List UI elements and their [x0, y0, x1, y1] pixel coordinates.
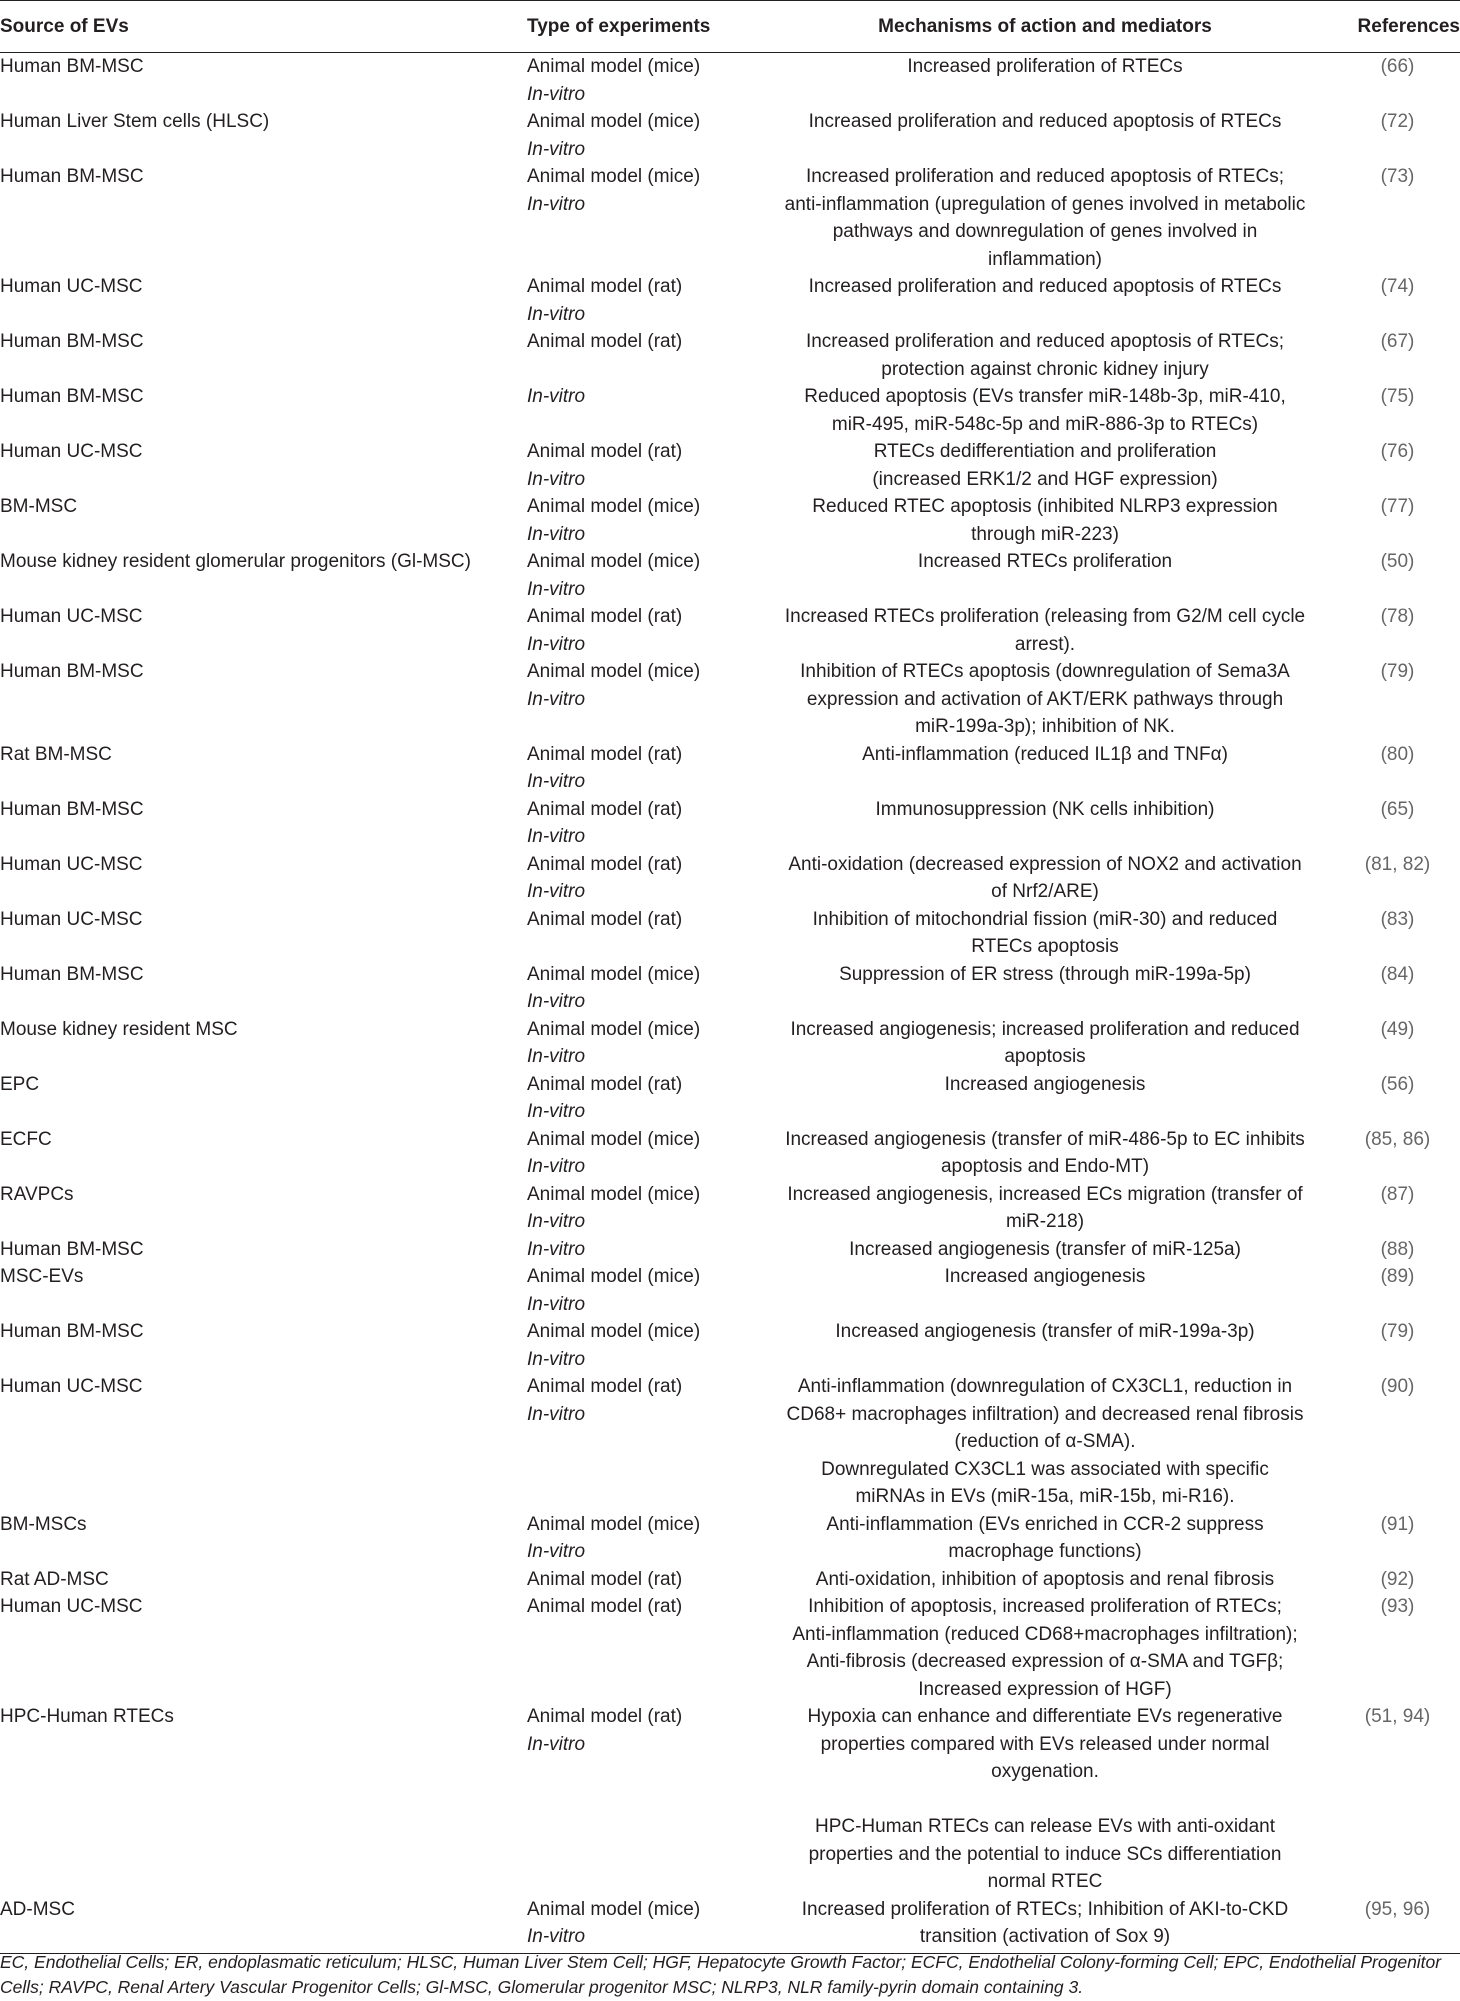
type-line: Animal model (mice) [527, 1183, 701, 1205]
mechanism-line [755, 1786, 1335, 1814]
mechanism-line: apoptosis and Endo-MT) [940, 1156, 1150, 1177]
type-line: In-vitro [527, 468, 586, 490]
table-row [0, 603, 1460, 658]
cell-references: (49) [1380, 1018, 1415, 1040]
cell-mechanisms [755, 1703, 1335, 1896]
cell-source: Human Liver Stem cells (HLSC) [0, 111, 270, 132]
cell-mechanisms [755, 1318, 1335, 1373]
footnote-line-2: Cells; RAVPC, Renal Artery Vascular Progenitor Cells; Gl-MSC, Glomerular progenitor MSC; NLRP3, NLR family-pyrin domain containing 3. [0, 1977, 1084, 1997]
cell-references: (67) [1380, 331, 1415, 352]
cell-type [527, 1263, 755, 1318]
type-line: Animal model (mice) [527, 661, 701, 682]
mechanism-line: Anti-inflammation (EVs enriched in CCR-2 suppress [826, 1513, 1264, 1535]
type-line: In-vitro [527, 991, 586, 1012]
type-line: In-vitro [527, 83, 586, 105]
cell-mechanisms [755, 273, 1335, 328]
cell-source: Human UC-MSC [0, 441, 143, 462]
cell-type [527, 383, 755, 438]
type-line: In-vitro [527, 303, 586, 325]
mechanism-line: (reduction of α-SMA). [954, 1431, 1136, 1452]
table-row [0, 658, 1460, 741]
mechanism-line: Increased proliferation of RTECs; Inhibition of AKI-to-CKD [801, 1898, 1289, 1920]
cell-references: (80) [1380, 743, 1415, 765]
cell-source: Human BM-MSC [0, 798, 144, 820]
type-line: Animal model (mice) [527, 1266, 701, 1287]
mechanism-line: anti-inflammation (upregulation of genes involved in metabolic [784, 193, 1306, 215]
mechanism-line: Reduced apoptosis (EVs transfer miR-148b-3p, miR-410, [804, 386, 1286, 407]
cell-references: (66) [1380, 56, 1415, 77]
type-line: In-vitro [527, 771, 586, 792]
type-line: In-vitro [527, 881, 586, 902]
footnote-line-1: EC, Endothelial Cells; ER, endoplasmatic reticulum; HLSC, Human Liver Stem Cell; HGF, Hepatocyte Growth Factor; ECFC, Endothelial Colony-forming Cell; EPC, Endothelial Progenitor [0, 1952, 1442, 1972]
cell-type [527, 1896, 755, 1954]
cell-references: (50) [1380, 551, 1415, 572]
type-line: In-vitro [527, 523, 586, 545]
mechanism-line: arrest). [1014, 633, 1076, 655]
cell-type [527, 603, 755, 658]
cell-source: Human BM-MSC [0, 331, 144, 352]
type-line: Animal model (rat) [527, 908, 683, 930]
mechanism-line: Increased RTECs proliferation [917, 551, 1173, 572]
type-line: In-vitro [527, 633, 586, 655]
type-line: In-vitro [527, 1238, 586, 1260]
mechanism-line: oxygenation. [991, 1761, 1099, 1782]
mechanism-line: transition (activation of Sox 9) [919, 1926, 1171, 1947]
cell-source: Human BM-MSC [0, 166, 144, 187]
cell-references: (65) [1380, 798, 1415, 820]
cell-mechanisms [755, 438, 1335, 493]
mechanism-line: Increased proliferation and reduced apoptosis of RTECs; [805, 166, 1285, 187]
cell-type [527, 163, 755, 273]
table-row [0, 1263, 1460, 1318]
cell-references: (56) [1380, 1073, 1415, 1095]
type-line: In-vitro [527, 826, 586, 847]
type-line: In-vitro [527, 1046, 586, 1067]
cell-references: (83) [1380, 908, 1415, 930]
mechanism-line: Increased angiogenesis (transfer of miR-486-5p to EC inhibits [785, 1128, 1305, 1150]
table-row [0, 851, 1460, 906]
cell-source: Human BM-MSC [0, 386, 144, 407]
cell-references: (81, 82) [1364, 853, 1431, 875]
cell-source: Human UC-MSC [0, 1376, 143, 1397]
mechanism-line: RTECs apoptosis [971, 936, 1119, 957]
cell-type [527, 108, 755, 163]
cell-references: (91) [1380, 1513, 1415, 1535]
mechanism-line: Increased proliferation of RTECs [907, 56, 1183, 77]
table-row [0, 796, 1460, 851]
header-type: Type of experiments [527, 1, 755, 53]
cell-mechanisms [755, 603, 1335, 658]
mechanism-line: properties compared with EVs released under normal [820, 1733, 1270, 1755]
mechanism-line: Reduced RTEC apoptosis (inhibited NLRP3 expression [812, 496, 1278, 517]
cell-mechanisms [755, 328, 1335, 383]
cell-mechanisms [755, 1593, 1335, 1703]
mechanism-line: Immunosuppression (NK cells inhibition) [875, 798, 1215, 820]
table-row [0, 1703, 1460, 1896]
cell-mechanisms [755, 1896, 1335, 1954]
cell-references: (95, 96) [1335, 1896, 1460, 1954]
table-body [0, 53, 1460, 1954]
mechanism-line: Anti-oxidation (decreased expression of NOX2 and activation [788, 853, 1302, 875]
cell-references: (93) [1380, 1596, 1415, 1617]
mechanism-line: miR-218) [1005, 1211, 1085, 1232]
mechanism-line: Inhibition of RTECs apoptosis (downregulation of Sema3A [800, 661, 1290, 682]
cell-type [527, 53, 755, 109]
cell-source: Human UC-MSC [0, 606, 143, 627]
cell-type [527, 438, 755, 493]
type-line: Animal model (mice) [527, 1898, 701, 1920]
cell-references: (73) [1380, 166, 1415, 187]
mechanism-line: HPC-Human RTECs can release EVs with anti-oxidant [814, 1816, 1276, 1837]
mechanism-line: Increased angiogenesis (transfer of miR-125a) [849, 1238, 1241, 1260]
type-line: In-vitro [527, 1926, 586, 1947]
mechanism-line: expression and activation of AKT/ERK pathways through [806, 688, 1284, 710]
cell-mechanisms [755, 961, 1335, 1016]
cell-mechanisms [755, 1016, 1335, 1071]
table-row [0, 1896, 1460, 1954]
mechanism-line: Increased RTECs proliferation (releasing from G2/M cell cycle [784, 606, 1306, 627]
cell-source: MSC-EVs [0, 1266, 84, 1287]
type-line: Animal model (rat) [527, 743, 683, 765]
mechanism-line: Suppression of ER stress (through miR-199a-5p) [839, 963, 1251, 985]
mechanism-line: Increased angiogenesis (transfer of miR-199a-3p) [835, 1321, 1255, 1342]
table-row [0, 1071, 1460, 1126]
type-line: In-vitro [527, 1541, 586, 1562]
table-row [0, 1181, 1460, 1236]
type-line: Animal model (mice) [527, 1128, 701, 1150]
mechanism-line: Increased angiogenesis; increased proliferation and reduced [790, 1018, 1300, 1040]
table-row [0, 1511, 1460, 1566]
mechanism-line: Increased proliferation and reduced apoptosis of RTECs [808, 111, 1282, 132]
type-line: Animal model (rat) [527, 1073, 683, 1095]
cell-references: (75) [1380, 386, 1415, 407]
cell-source: Human UC-MSC [0, 276, 143, 297]
table-row [0, 108, 1460, 163]
mechanism-line: Increased angiogenesis, increased ECs migration (transfer of [787, 1183, 1303, 1205]
table-row [0, 1566, 1460, 1594]
cell-source: ECFC [0, 1128, 52, 1150]
cell-references: (51, 94) [1364, 1706, 1431, 1727]
type-line: In-vitro [527, 688, 586, 710]
mechanism-line: pathways and downregulation of genes involved in [832, 221, 1258, 242]
cell-mechanisms [755, 1566, 1335, 1594]
header-source: Source of EVs [0, 1, 527, 53]
cell-source: Human BM-MSC [0, 1238, 144, 1260]
type-line: Animal model (rat) [527, 1568, 683, 1590]
cell-mechanisms [755, 493, 1335, 548]
mechanism-line: RTECs dedifferentiation and proliferation [873, 441, 1217, 462]
mechanism-line: Hypoxia can enhance and differentiate EVs regenerative [807, 1706, 1283, 1727]
cell-mechanisms [755, 1511, 1335, 1566]
type-line: In-vitro [527, 1403, 586, 1425]
mechanism-line: Increased angiogenesis [944, 1266, 1146, 1287]
cell-type [527, 1071, 755, 1126]
type-line: Animal model (rat) [527, 606, 683, 627]
cell-source: Human UC-MSC [0, 853, 143, 875]
cell-type [527, 328, 755, 383]
type-line: Animal model (mice) [527, 166, 701, 187]
header-references: References [1335, 1, 1460, 53]
mechanism-line: Anti-inflammation (downregulation of CX3CL1, reduction in [797, 1376, 1293, 1397]
cell-source: Human UC-MSC [0, 1596, 143, 1617]
cell-mechanisms [755, 851, 1335, 906]
table-row [0, 1318, 1460, 1373]
cell-source: Human UC-MSC [0, 908, 143, 930]
cell-source: Rat AD-MSC [0, 1568, 109, 1590]
type-line: In-vitro [527, 1211, 586, 1232]
type-line: In-vitro [527, 1733, 586, 1755]
cell-type [527, 1703, 755, 1896]
type-line: In-vitro [527, 1101, 586, 1122]
mechanism-line: macrophage functions) [948, 1541, 1142, 1562]
mechanism-line: Increased proliferation and reduced apoptosis of RTECs [808, 276, 1282, 297]
cell-source: Mouse kidney resident MSC [0, 1018, 238, 1040]
table-footnote [0, 1950, 1460, 2000]
cell-type [527, 1318, 755, 1373]
table-row [0, 548, 1460, 603]
cell-mechanisms [755, 796, 1335, 851]
cell-references: (85, 86) [1364, 1128, 1431, 1150]
cell-type [527, 1511, 755, 1566]
cell-mechanisms [755, 108, 1335, 163]
table-row [0, 1593, 1460, 1703]
cell-source: AD-MSC [0, 1896, 527, 1954]
mechanism-line: Increased angiogenesis [944, 1073, 1146, 1095]
cell-source: EPC [0, 1073, 40, 1095]
type-line: Animal model (mice) [527, 111, 701, 132]
mechanism-line: (increased ERK1/2 and HGF expression) [872, 468, 1218, 490]
cell-source: BM-MSC [0, 496, 78, 517]
type-line: Animal model (mice) [527, 1018, 701, 1040]
cell-mechanisms [755, 1263, 1335, 1318]
mechanism-line: Increased expression of HGF) [918, 1678, 1172, 1700]
cell-mechanisms [755, 383, 1335, 438]
table-row [0, 328, 1460, 383]
cell-source: Rat BM-MSC [0, 743, 112, 765]
type-line: Animal model (rat) [527, 441, 683, 462]
mechanism-line: normal RTEC [987, 1871, 1103, 1892]
type-line: In-vitro [527, 1156, 586, 1177]
table-row [0, 1373, 1460, 1511]
cell-references: (77) [1380, 496, 1415, 517]
cell-mechanisms [755, 1373, 1335, 1511]
cell-type [527, 658, 755, 741]
cell-references: (88) [1380, 1238, 1415, 1260]
cell-mechanisms [755, 163, 1335, 273]
mechanism-line: Inhibition of mitochondrial fission (miR-30) and reduced [812, 908, 1278, 930]
cell-source: Human BM-MSC [0, 56, 144, 77]
table-row [0, 1236, 1460, 1264]
table-row [0, 383, 1460, 438]
mechanism-line: protection against chronic kidney injury [881, 358, 1209, 380]
cell-references: (78) [1380, 606, 1415, 627]
table-header-row [0, 1, 1460, 53]
cell-type [527, 1181, 755, 1236]
cell-references: (87) [1380, 1183, 1415, 1205]
cell-references: (84) [1380, 963, 1415, 985]
cell-type [527, 493, 755, 548]
cell-mechanisms [755, 1126, 1335, 1181]
cell-type [527, 1236, 755, 1264]
type-line: In-vitro [527, 1348, 586, 1370]
type-line: Animal model (rat) [527, 1596, 683, 1617]
cell-type [527, 741, 755, 796]
cell-references: (79) [1380, 1321, 1415, 1342]
type-line: In-vitro [527, 193, 586, 215]
type-line: Animal model (rat) [527, 1706, 683, 1727]
table-row [0, 438, 1460, 493]
cell-type [527, 961, 755, 1016]
type-line: In-vitro [527, 1293, 586, 1315]
cell-mechanisms [755, 53, 1335, 109]
type-line: Animal model (rat) [527, 276, 683, 297]
table-row [0, 53, 1460, 109]
mechanism-line: through miR-223) [971, 523, 1119, 545]
table-row [0, 493, 1460, 548]
cell-references: (76) [1380, 441, 1415, 462]
cell-type [527, 1593, 755, 1703]
table-row [0, 273, 1460, 328]
cell-references: (92) [1380, 1568, 1415, 1590]
table-row [0, 906, 1460, 961]
cell-type [527, 851, 755, 906]
type-line: Animal model (mice) [527, 1513, 701, 1535]
mechanism-line: Anti-fibrosis (decreased expression of α-SMA and TGFβ; [806, 1651, 1284, 1672]
cell-type [527, 273, 755, 328]
cell-mechanisms [755, 548, 1335, 603]
type-line: In-vitro [527, 386, 586, 407]
cell-references: (89) [1380, 1266, 1415, 1287]
table-row [0, 961, 1460, 1016]
cell-source: BM-MSCs [0, 1513, 87, 1535]
type-line: Animal model (mice) [527, 551, 701, 572]
cell-type [527, 1566, 755, 1594]
cell-source: Human BM-MSC [0, 963, 144, 985]
type-line: Animal model (rat) [527, 1376, 683, 1397]
cell-mechanisms [755, 1071, 1335, 1126]
type-line: Animal model (mice) [527, 56, 701, 77]
type-line: Animal model (mice) [527, 496, 701, 517]
cell-source: RAVPCs [0, 1183, 74, 1205]
cell-references: (79) [1380, 661, 1415, 682]
type-line: Animal model (rat) [527, 853, 683, 875]
cell-mechanisms [755, 906, 1335, 961]
cell-type [527, 796, 755, 851]
mechanism-line: miR-199a-3p); inhibition of NK. [915, 716, 1175, 737]
type-line: In-vitro [527, 138, 586, 160]
cell-mechanisms [755, 1236, 1335, 1264]
mechanism-line: Downregulated CX3CL1 was associated with specific [821, 1458, 1269, 1480]
cell-mechanisms [755, 741, 1335, 796]
mechanism-line: of Nrf2/ARE) [991, 881, 1099, 902]
mechanism-line: properties and the potential to induce SCs differentiation [808, 1843, 1282, 1865]
mechanism-line: CD68+ macrophages infiltration) and decreased renal fibrosis [786, 1403, 1304, 1425]
mechanism-line: apoptosis [1004, 1046, 1086, 1067]
cell-source: HPC-Human RTECs [0, 1706, 174, 1727]
cell-mechanisms [755, 658, 1335, 741]
cell-type [527, 1373, 755, 1511]
type-line: Animal model (rat) [527, 798, 683, 820]
mechanism-line: miR-495, miR-548c-5p and miR-886-3p to RTECs) [831, 413, 1259, 435]
mechanism-line: inflammation) [987, 248, 1103, 270]
cell-references: (72) [1380, 111, 1415, 132]
type-line: In-vitro [527, 578, 586, 600]
cell-references: (90) [1380, 1376, 1415, 1397]
cell-references: (74) [1380, 276, 1415, 297]
cell-type [527, 1126, 755, 1181]
cell-type [527, 1016, 755, 1071]
mechanism-line: Anti-inflammation (reduced CD68+macrophages infiltration); [792, 1623, 1298, 1645]
type-line: Animal model (rat) [527, 331, 683, 352]
table-row [0, 741, 1460, 796]
mechanism-line: miRNAs in EVs (miR-15a, miR-15b, mi-R16). [855, 1486, 1235, 1507]
type-line: Animal model (mice) [527, 1321, 701, 1342]
type-line: Animal model (mice) [527, 963, 701, 985]
mechanism-line: Increased proliferation and reduced apoptosis of RTECs; [805, 331, 1285, 352]
cell-source: Mouse kidney resident glomerular progenitors (Gl-MSC) [0, 551, 471, 572]
cell-source: Human BM-MSC [0, 1321, 144, 1342]
table-row [0, 1016, 1460, 1071]
cell-mechanisms [755, 1181, 1335, 1236]
header-mechanisms: Mechanisms of action and mediators [755, 1, 1335, 53]
cell-type [527, 548, 755, 603]
table-row [0, 1126, 1460, 1181]
mechanism-line: Inhibition of apoptosis, increased proliferation of RTECs; [808, 1596, 1282, 1617]
cell-source: Human BM-MSC [0, 661, 144, 682]
table-row [0, 163, 1460, 273]
mechanism-line: Anti-oxidation, inhibition of apoptosis and renal fibrosis [815, 1568, 1275, 1590]
mechanism-line: Anti-inflammation (reduced IL1β and TNFα) [862, 743, 1228, 765]
cell-type [527, 906, 755, 961]
